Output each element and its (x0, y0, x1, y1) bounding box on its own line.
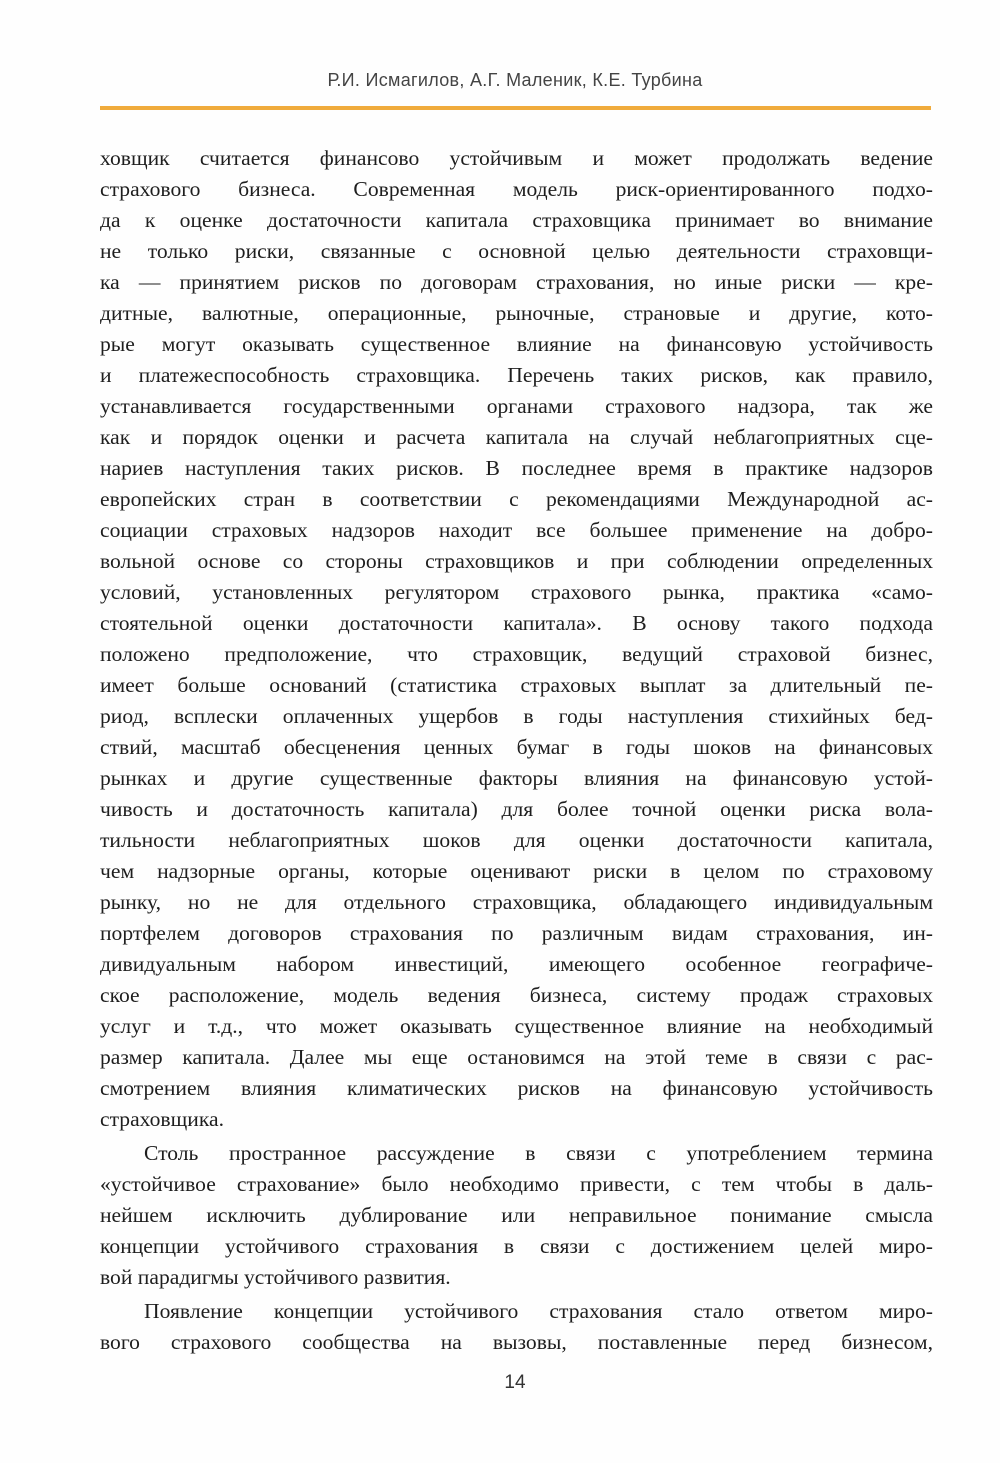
text-line: рынку, но не для отдельного страховщика, обладающего индивидуальным (100, 890, 933, 914)
text-line: дивидуальным набором инвестиций, имеющего особенное географиче- (100, 952, 933, 976)
text-line: портфелем договоров страхования по различным видам страхования, ин- (100, 921, 933, 945)
text-line: ствий, масштаб обесценения ценных бумаг в годы шоков на финансовых (100, 735, 933, 759)
text-line: вольной основе со стороны страховщиков и при соблюдении определенных (100, 549, 933, 573)
paragraph-first-line: Появление концепции устойчивого страхования стало ответом миро- (144, 1299, 933, 1323)
text-line: чивость и достаточность капитала) для более точной оценки риска вола- (100, 797, 933, 821)
text-line: и платежеспособность страховщика. Перечень таких рисков, как правило, (100, 363, 933, 387)
text-line: социации страховых надзоров находит все большее применение на добро- (100, 518, 933, 542)
text-line: смотрением влияния климатических рисков на финансовую устойчивость (100, 1076, 933, 1100)
text-line: вой парадигмы устойчивого развития. (100, 1265, 451, 1289)
text-line: как и порядок оценки и расчета капитала на случай неблагоприятных сце- (100, 425, 933, 449)
text-line: концепции устойчивого страхования в связи с достижением целей миро- (100, 1234, 933, 1258)
text-line: страховщика. (100, 1107, 224, 1131)
text-line: устанавливается государственными органами страхового надзора, так же (100, 394, 933, 418)
text-line: стоятельной оценки достаточности капитала». В основу такого подхода (100, 611, 933, 635)
text-line: положено предположение, что страховщик, ведущий страховой бизнес, (100, 642, 933, 666)
text-line: ка — принятием рисков по договорам страхования, но иные риски — кре- (100, 270, 933, 294)
text-line: ховщик считается финансово устойчивым и может продолжать ведение (100, 146, 933, 170)
text-line: нариев наступления таких рисков. В последнее время в практике надзоров (100, 456, 933, 480)
text-line: ское расположение, модель ведения бизнеса, систему продаж страховых (100, 983, 933, 1007)
header-divider (100, 106, 931, 110)
text-line: не только риски, связанные с основной целью деятельности страховщи- (100, 239, 933, 263)
text-line: рые могут оказывать существенное влияние на финансовую устойчивость (100, 332, 933, 356)
text-line: да к оценке достаточности капитала страховщика принимает во внимание (100, 208, 933, 232)
page-number: 14 (504, 1372, 526, 1393)
text-line: услуг и т.д., что может оказывать существенное влияние на необходимый (100, 1014, 933, 1038)
text-line: нейшем исключить дублирование или неправильное понимание смысла (100, 1203, 933, 1227)
text-line: риод, всплески оплаченных ущербов в годы наступления стихийных бед- (100, 704, 933, 728)
text-line: имеет больше оснований (статистика страховых выплат за длительный пе- (100, 673, 933, 697)
running-header-authors: Р.И. Исмагилов, А.Г. Маленик, К.Е. Турбина (327, 70, 703, 90)
text-line: тильности неблагоприятных шоков для оценки достаточности капитала, (100, 828, 933, 852)
text-line: условий, установленных регулятором страхового рынка, практика «само- (100, 580, 933, 604)
paragraph-first-line: Столь пространное рассуждение в связи с употреблением термина (144, 1141, 933, 1165)
text-line: размер капитала. Далее мы еще остановимся на этой теме в связи с рас- (100, 1045, 933, 1069)
text-line: чем надзорные органы, которые оценивают риски в целом по страховому (100, 859, 933, 883)
text-line: страхового бизнеса. Современная модель риск-ориентированного подхо- (100, 177, 933, 201)
text-line: рынках и другие существенные факторы влияния на финансовую устой- (100, 766, 933, 790)
text-line: вого страхового сообщества на вызовы, поставленные перед бизнесом, (100, 1330, 933, 1354)
text-line: «устойчивое страхование» было необходимо привести, с тем чтобы в даль- (100, 1172, 933, 1196)
text-line: европейских стран в соответствии с рекомендациями Международной ас- (100, 487, 933, 511)
text-line: дитные, валютные, операционные, рыночные, страновые и другие, кото- (100, 301, 933, 325)
